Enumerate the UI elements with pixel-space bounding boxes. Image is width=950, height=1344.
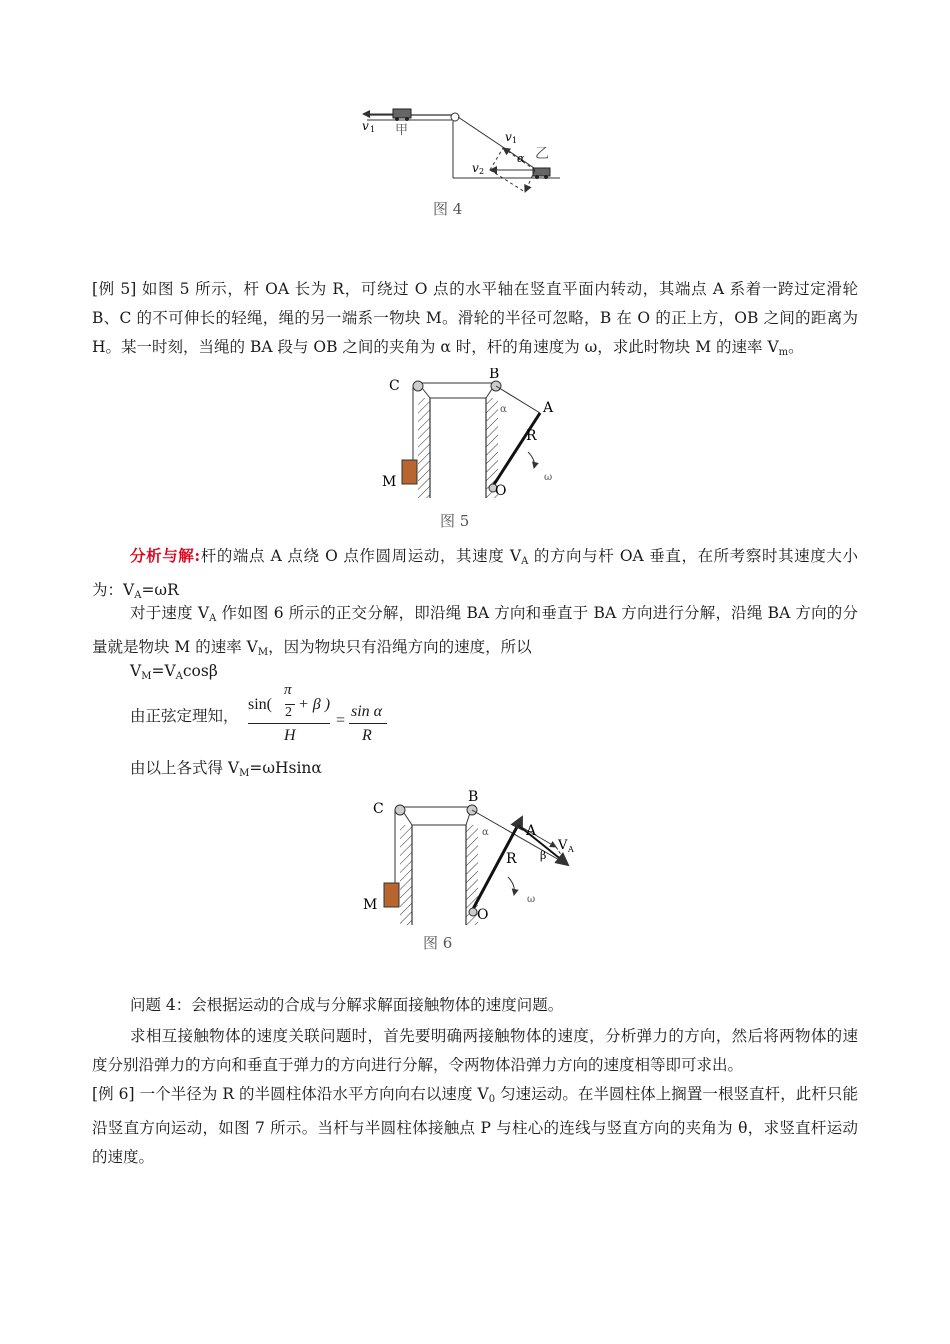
example-6-text: [例 6] 一个半径为 R 的半圆柱体沿水平方向向右以速度 $V_0$ 匀速运动。在半圆柱体上搁置一根竖直杆，此杆只能沿竖直方向运动，如图 7 所示。当杆与半圆柱体接触点 P 与柱心的连线与竖直方向的夹角为 θ，求竖直杆运动的速度。 <box>92 1085 858 1166</box>
fig5-label-O: O <box>495 483 507 499</box>
fig4-v1-left: v <box>362 119 369 133</box>
fig6-label-O: O <box>477 907 489 923</box>
fig4-alpha: α <box>517 152 525 165</box>
fig4-label-yi: 乙 <box>535 146 549 162</box>
svg-text:A: A <box>568 845 574 854</box>
fig5-label-B: B <box>489 368 500 382</box>
fig6-label-beta: β <box>540 849 547 862</box>
analysis-paragraph-1: 分析与解:杆的端点 A 点绕 O 点作圆周运动，其速度 $V_A$ 的方向与杆 OA 垂直，在所考察时其速度大小为：$V_A=\omega R$ <box>92 546 858 601</box>
fig5-label-omega: ω <box>544 472 553 483</box>
sine-rule-equation: sin( π 2 + β ) H = sin α R <box>248 686 398 746</box>
fig6-label-VA: V <box>558 838 568 853</box>
svg-text:1: 1 <box>370 125 376 134</box>
figure-6-caption: 图 6 <box>423 934 453 952</box>
fig5-label-R: R <box>526 428 537 444</box>
fig5-label-A: A <box>543 400 554 416</box>
problem-4-paragraph: 求相互接触物体的速度关联问题时，首先要明确两接触物体的速度，分析弹力的方向，然后将两物体的速度分别沿弹力的方向和垂直于弹力的方向进行分解，令两物体沿弹力方向的速度相等即可求出。 <box>92 1027 858 1074</box>
fig5-label-M: M <box>382 474 397 490</box>
fig6-label-B: B <box>468 789 479 805</box>
figure-5-diagram <box>378 368 578 508</box>
example-5-text: [例 5] 如图 5 所示，杆 OA 长为 R，可绕过 O 点的水平轴在竖直平面内转动，其端点 A 系着一跨过定滑轮 B、C 的不可伸长的轻绳，绳的另一端系一物块 M。滑轮的半径可忽略，B 在 O 的正上方，OB 之间的距离为 H。某一时刻，当绳的 BA 段与 OB 之间的夹角为 α 时，杆的角速度为 ω，求此时物块 M 的速率 $V_m$。 <box>92 280 858 358</box>
fig5-label-C: C <box>389 378 400 394</box>
fig6-label-A: A <box>526 823 537 839</box>
equation-vm-cos: $V_M=V_A\cos\beta$ <box>130 662 218 682</box>
fig4-label-jia: 甲 <box>395 123 409 138</box>
figure-5-caption: 图 5 <box>440 512 470 530</box>
figure-6-diagram <box>360 785 590 930</box>
sine-rule-label: 由正弦定理知， <box>130 707 239 725</box>
analysis-heading: 分析与解: <box>130 546 201 565</box>
result-equation: 由以上各式得 $V_M=\omega Hsin\alpha$ <box>130 759 322 779</box>
fig4-v2: v <box>472 161 479 175</box>
figure-4-caption: 图 4 <box>433 200 463 218</box>
fig6-label-R: R <box>506 851 517 867</box>
fig6-label-C: C <box>373 801 384 817</box>
fig4-v1-right: v <box>505 130 512 144</box>
analysis-paragraph-2: 对于速度 $V_A$ 作如图 6 所示的正交分解，即沿绳 BA 方向和垂直于 BA 方向进行分解，沿绳 BA 方向的分量就是物块 M 的速率 $V_M$，因为物块只有沿绳方向的速度，所以 <box>92 604 858 658</box>
svg-text:2: 2 <box>479 167 485 176</box>
fig6-label-M: M <box>363 897 378 913</box>
problem-4-title: 问题 4：会根据运动的合成与分解求解面接触物体的速度问题。 <box>130 996 564 1014</box>
fig5-label-alpha: α <box>500 404 507 415</box>
figure-4-diagram <box>355 100 615 205</box>
fig6-label-omega: ω <box>527 894 536 905</box>
fig6-label-alpha: α <box>482 827 489 838</box>
svg-text:1: 1 <box>512 136 518 145</box>
